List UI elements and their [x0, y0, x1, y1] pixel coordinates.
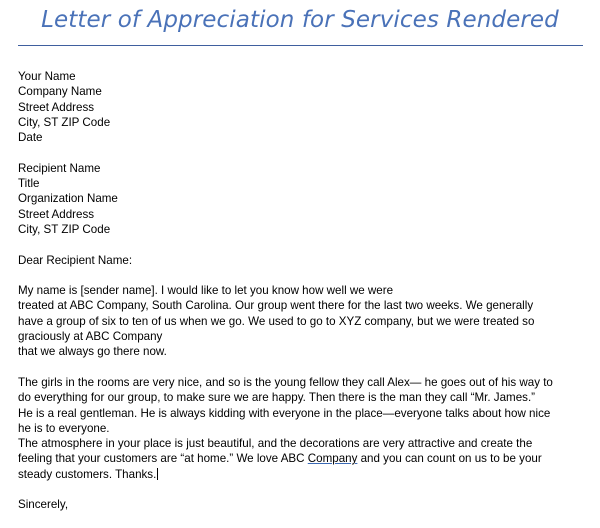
recipient-address-block	[18, 161, 586, 237]
sender-line: Street Address	[18, 100, 95, 114]
paragraph-text-after-smart-tag: and you can count on us to be your	[357, 452, 542, 466]
salutation-line: Dear Recipient Name:	[18, 253, 133, 267]
recipient-line: Title	[18, 177, 40, 191]
paragraph-text-before-smart-tag: feeling that your customers are “at home.” We love ABC	[18, 452, 308, 466]
sender-line: Company Name	[18, 85, 102, 99]
text-cursor-caret	[157, 468, 158, 480]
block-spacer	[18, 268, 586, 283]
paragraph-line: The atmosphere in your place is just beautiful, and the decorations are very attractive and create the	[18, 437, 533, 451]
recipient-line: City, ST ZIP Code	[18, 222, 111, 236]
sender-line: Your Name	[18, 70, 76, 83]
closing-block	[18, 497, 586, 512]
sender-address-block	[18, 69, 586, 145]
paragraph-1	[18, 283, 586, 359]
page-title: Letter of Appreciation for Services Rendered	[41, 7, 559, 33]
closing-line: Sincerely,	[18, 498, 69, 512]
paragraph-line: He is a real gentleman. He is always kidding with everyone in the place—everyone talks about how nice	[18, 406, 551, 420]
block-spacer	[18, 237, 586, 252]
recipient-line: Street Address	[18, 207, 95, 221]
salutation-block	[18, 253, 586, 268]
smart-tag-company-link[interactable]: Company	[307, 452, 358, 466]
paragraph-line: treated at ABC Company, South Carolina. Our group went there for the last two weeks. We generally	[18, 299, 534, 313]
paragraph-line-with-smart-tag	[18, 451, 586, 466]
block-spacer	[18, 360, 586, 375]
letter-body[interactable]	[0, 69, 600, 513]
title-divider	[18, 45, 583, 46]
paragraph-line: My name is [sender name]. I would like to let you know how well we were	[18, 284, 394, 298]
paragraph-line: do everything for our group, to make sure we are happy. Then there is the man they call “Mr. James.”	[18, 391, 536, 405]
recipient-line: Recipient Name	[18, 161, 101, 175]
block-spacer	[18, 482, 586, 497]
paragraph-line: that we always go there now.	[18, 345, 167, 359]
recipient-line: Organization Name	[18, 192, 118, 206]
paragraph-line: graciously at ABC Company	[18, 330, 163, 344]
sender-line: City, ST ZIP Code	[18, 115, 111, 129]
block-spacer	[18, 145, 586, 160]
paragraph-line: he is to everyone.	[18, 421, 110, 435]
paragraph-last-line-text: steady customers. Thanks.	[18, 467, 157, 481]
paragraph-2	[18, 375, 586, 436]
sender-line: Date	[18, 131, 43, 145]
paragraph-line: The girls in the rooms are very nice, and so is the young fellow they call Alex— he goes out of his way to	[18, 375, 553, 389]
paragraph-line: have a group of six to ten of us when we go. We used to go to XYZ company, but we were treated so	[18, 314, 535, 328]
paragraph-3	[18, 436, 586, 482]
paragraph-line-with-caret	[18, 467, 586, 482]
